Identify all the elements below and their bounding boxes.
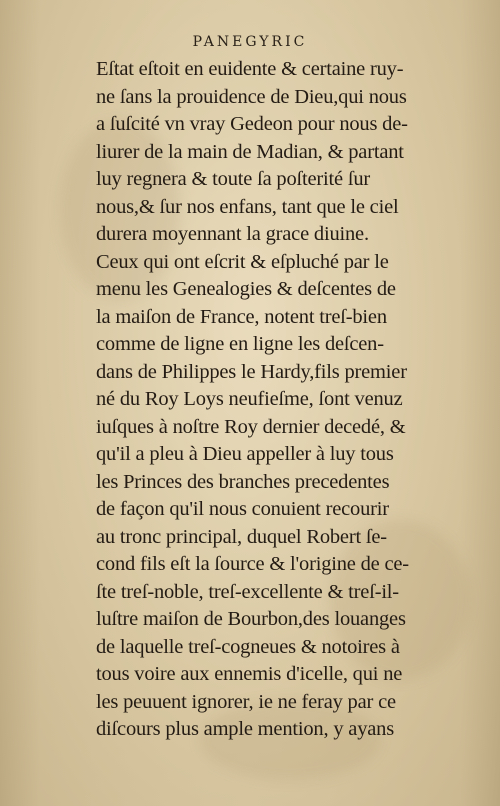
text-line: a ſuſcité vn vray Gedeon pour nous de- — [96, 113, 408, 135]
text-line: les peuuent ignorer, ie ne feray par ce — [96, 690, 396, 713]
text-line: de laquelle treſ-cogneues & notoires à — [96, 635, 400, 658]
text-line: la maiſon de France, notent treſ-bien — [96, 305, 387, 328]
text-line: iuſques à noſtre Roy dernier decedé, & — [96, 415, 406, 438]
text-line: diſcours plus ample mention, y ayans — [96, 718, 394, 740]
running-head: PANEGYRIC — [192, 34, 308, 50]
text-line: liurer de la main de Madian, & partant — [96, 140, 404, 163]
text-line: ſte treſ-noble, treſ-excellente & treſ-il- — [96, 580, 399, 603]
text-line: Eſtat eſtoit en euidente & certaine ruy- — [96, 58, 404, 80]
text-line: les Princes des branches precedentes — [96, 470, 390, 493]
text-line: au tronc principal, duquel Robert ſe- — [96, 525, 387, 548]
text-line: menu les Genealogies & deſcentes de — [96, 278, 396, 300]
text-line: né du Roy Loys neufieſme, ſont venuz — [96, 388, 403, 410]
text-line: durera moyennant la grace diuine. — [96, 223, 369, 245]
text-line: Ceux qui ont eſcrit & eſpluché par le — [96, 250, 389, 273]
body-text — [96, 56, 456, 744]
text-line: de façon qu'il nous conuient recourir — [96, 498, 389, 520]
text-line: tous voire aux ennemis d'icelle, qui ne — [96, 663, 403, 685]
text-line: ne ſans la prouidence de Dieu,qui nous — [96, 85, 407, 108]
text-line: cond fils eſt la ſource & l'origine de ce- — [96, 553, 409, 575]
text-line: dans de Philippes le Hardy,fils premier — [96, 360, 407, 383]
text-line: comme de ligne en ligne les deſcen- — [96, 333, 384, 355]
text-line: luſtre maiſon de Bourbon,des louanges — [96, 608, 406, 630]
text-line: nous,& ſur nos enfans, tant que le ciel — [96, 195, 399, 218]
text-line: qu'il a pleu à Dieu appeller à luy tous — [96, 443, 394, 465]
text-line: luy regnera & toute ſa poſterité ſur — [96, 168, 371, 190]
